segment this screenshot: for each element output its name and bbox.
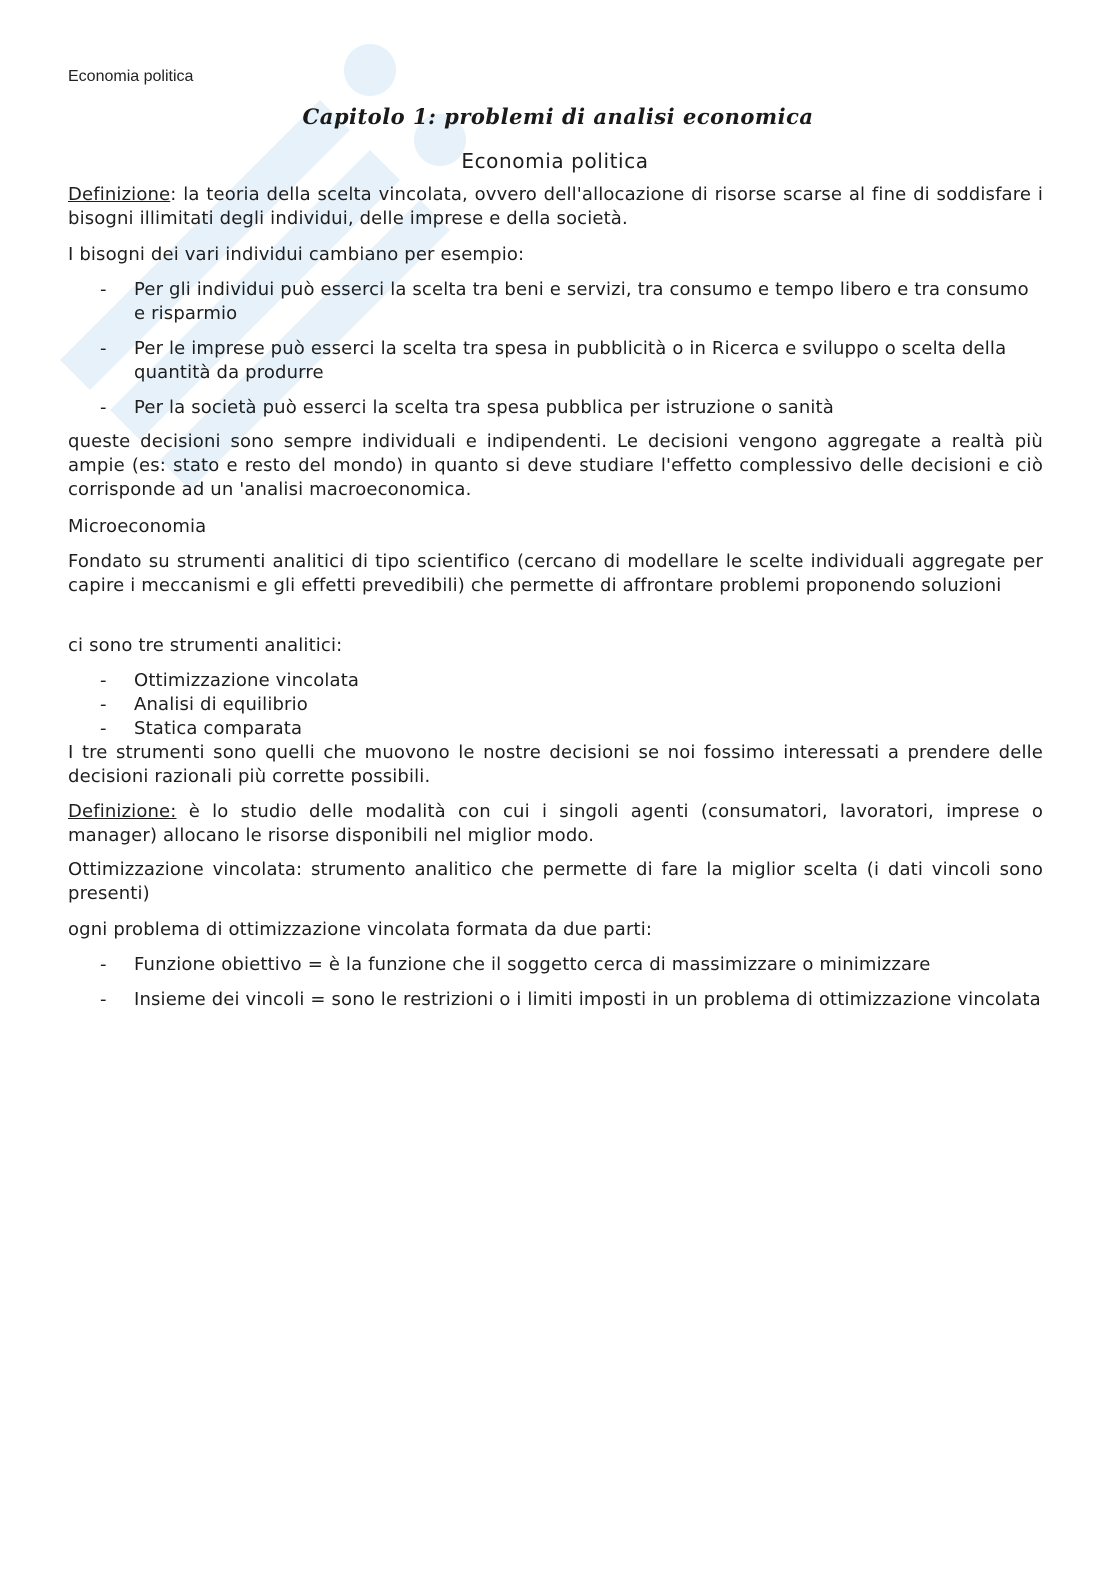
list-item: Per gli individui può esserci la scelta tra beni e servizi, tra consumo e tempo libero e tra consumo e risparmio xyxy=(134,279,1029,324)
list-item: Insieme dei vincoli = sono le restrizioni o i limiti imposti in un problema di ottimizzazione vincolata xyxy=(134,989,1041,1010)
definition-label: Definizione xyxy=(68,184,171,205)
section-title: Economia politica xyxy=(461,149,649,173)
tools-intro: ci sono tre strumenti analitici: xyxy=(68,635,343,656)
decisions-paragraph: queste decisioni sono sempre individuali e indipendenti. Le decisioni vengono aggregate a realtà più ampie (es: stato e resto del mondo) in quanto si deve studiare l'effetto complessivo delle decisioni e ciò corrisponde ad un 'analisi macroeconomica. xyxy=(68,431,1043,500)
bullet-marker: - xyxy=(100,954,107,975)
list-item: Analisi di equilibrio xyxy=(134,694,308,715)
bullet-marker: - xyxy=(100,670,107,691)
optimization-paragraph: Ottimizzazione vincolata: strumento analitico che permette di fare la miglior scelta (i dati vincoli sono presenti) xyxy=(68,859,1043,904)
microeconomia-heading: Microeconomia xyxy=(68,516,207,537)
bullet-marker: - xyxy=(100,694,107,715)
bullet-marker: - xyxy=(100,279,107,300)
bullet-marker: - xyxy=(100,989,107,1010)
microeconomia-paragraph: Fondato su strumenti analitici di tipo scientifico (cercano di modellare le scelte individuali aggregate per capire i meccanismi e gli effetti prevedibili) che permette di affrontare problemi proponendo soluzioni xyxy=(68,551,1043,596)
bullet-marker: - xyxy=(100,338,107,359)
definition-paragraph-1 xyxy=(68,183,1043,231)
definition-label: Definizione: xyxy=(68,801,177,822)
list-item: Funzione obiettivo = è la funzione che il soggetto cerca di massimizzare o minimizzare xyxy=(134,954,931,975)
chapter-title: Capitolo 1: problemi di analisi economica xyxy=(302,104,814,129)
problem-intro: ogni problema di ottimizzazione vincolata formata da due parti: xyxy=(68,919,653,940)
definition-text: è lo studio delle modalità con cui i singoli agenti (consumatori, lavoratori, imprese o manager) allocano le risorse disponibili nel miglior modo. xyxy=(68,801,1043,846)
definition-paragraph-2 xyxy=(68,800,1043,848)
page-header: Economia politica xyxy=(68,68,194,85)
list-item: Ottimizzazione vincolata xyxy=(134,670,360,691)
needs-intro: I bisogni dei vari individui cambiano per esempio: xyxy=(68,244,525,265)
list-item: Per le imprese può esserci la scelta tra spesa in pubblicità o in Ricerca e sviluppo o scelta della quantità da produrre xyxy=(134,338,1007,383)
list-item: Statica comparata xyxy=(134,718,303,739)
bullet-marker: - xyxy=(100,397,107,418)
tools-paragraph: I tre strumenti sono quelli che muovono le nostre decisioni se noi fossimo interessati a prendere delle decisioni razionali più corrette possibili. xyxy=(68,742,1043,787)
bullet-marker: - xyxy=(100,718,107,739)
definition-text: : la teoria della scelta vincolata, ovvero dell'allocazione di risorse scarse al fine di soddisfare i bisogni illimitati degli individui, delle imprese e della società. xyxy=(68,184,1043,229)
list-item: Per la società può esserci la scelta tra spesa pubblica per istruzione o sanità xyxy=(134,397,834,418)
